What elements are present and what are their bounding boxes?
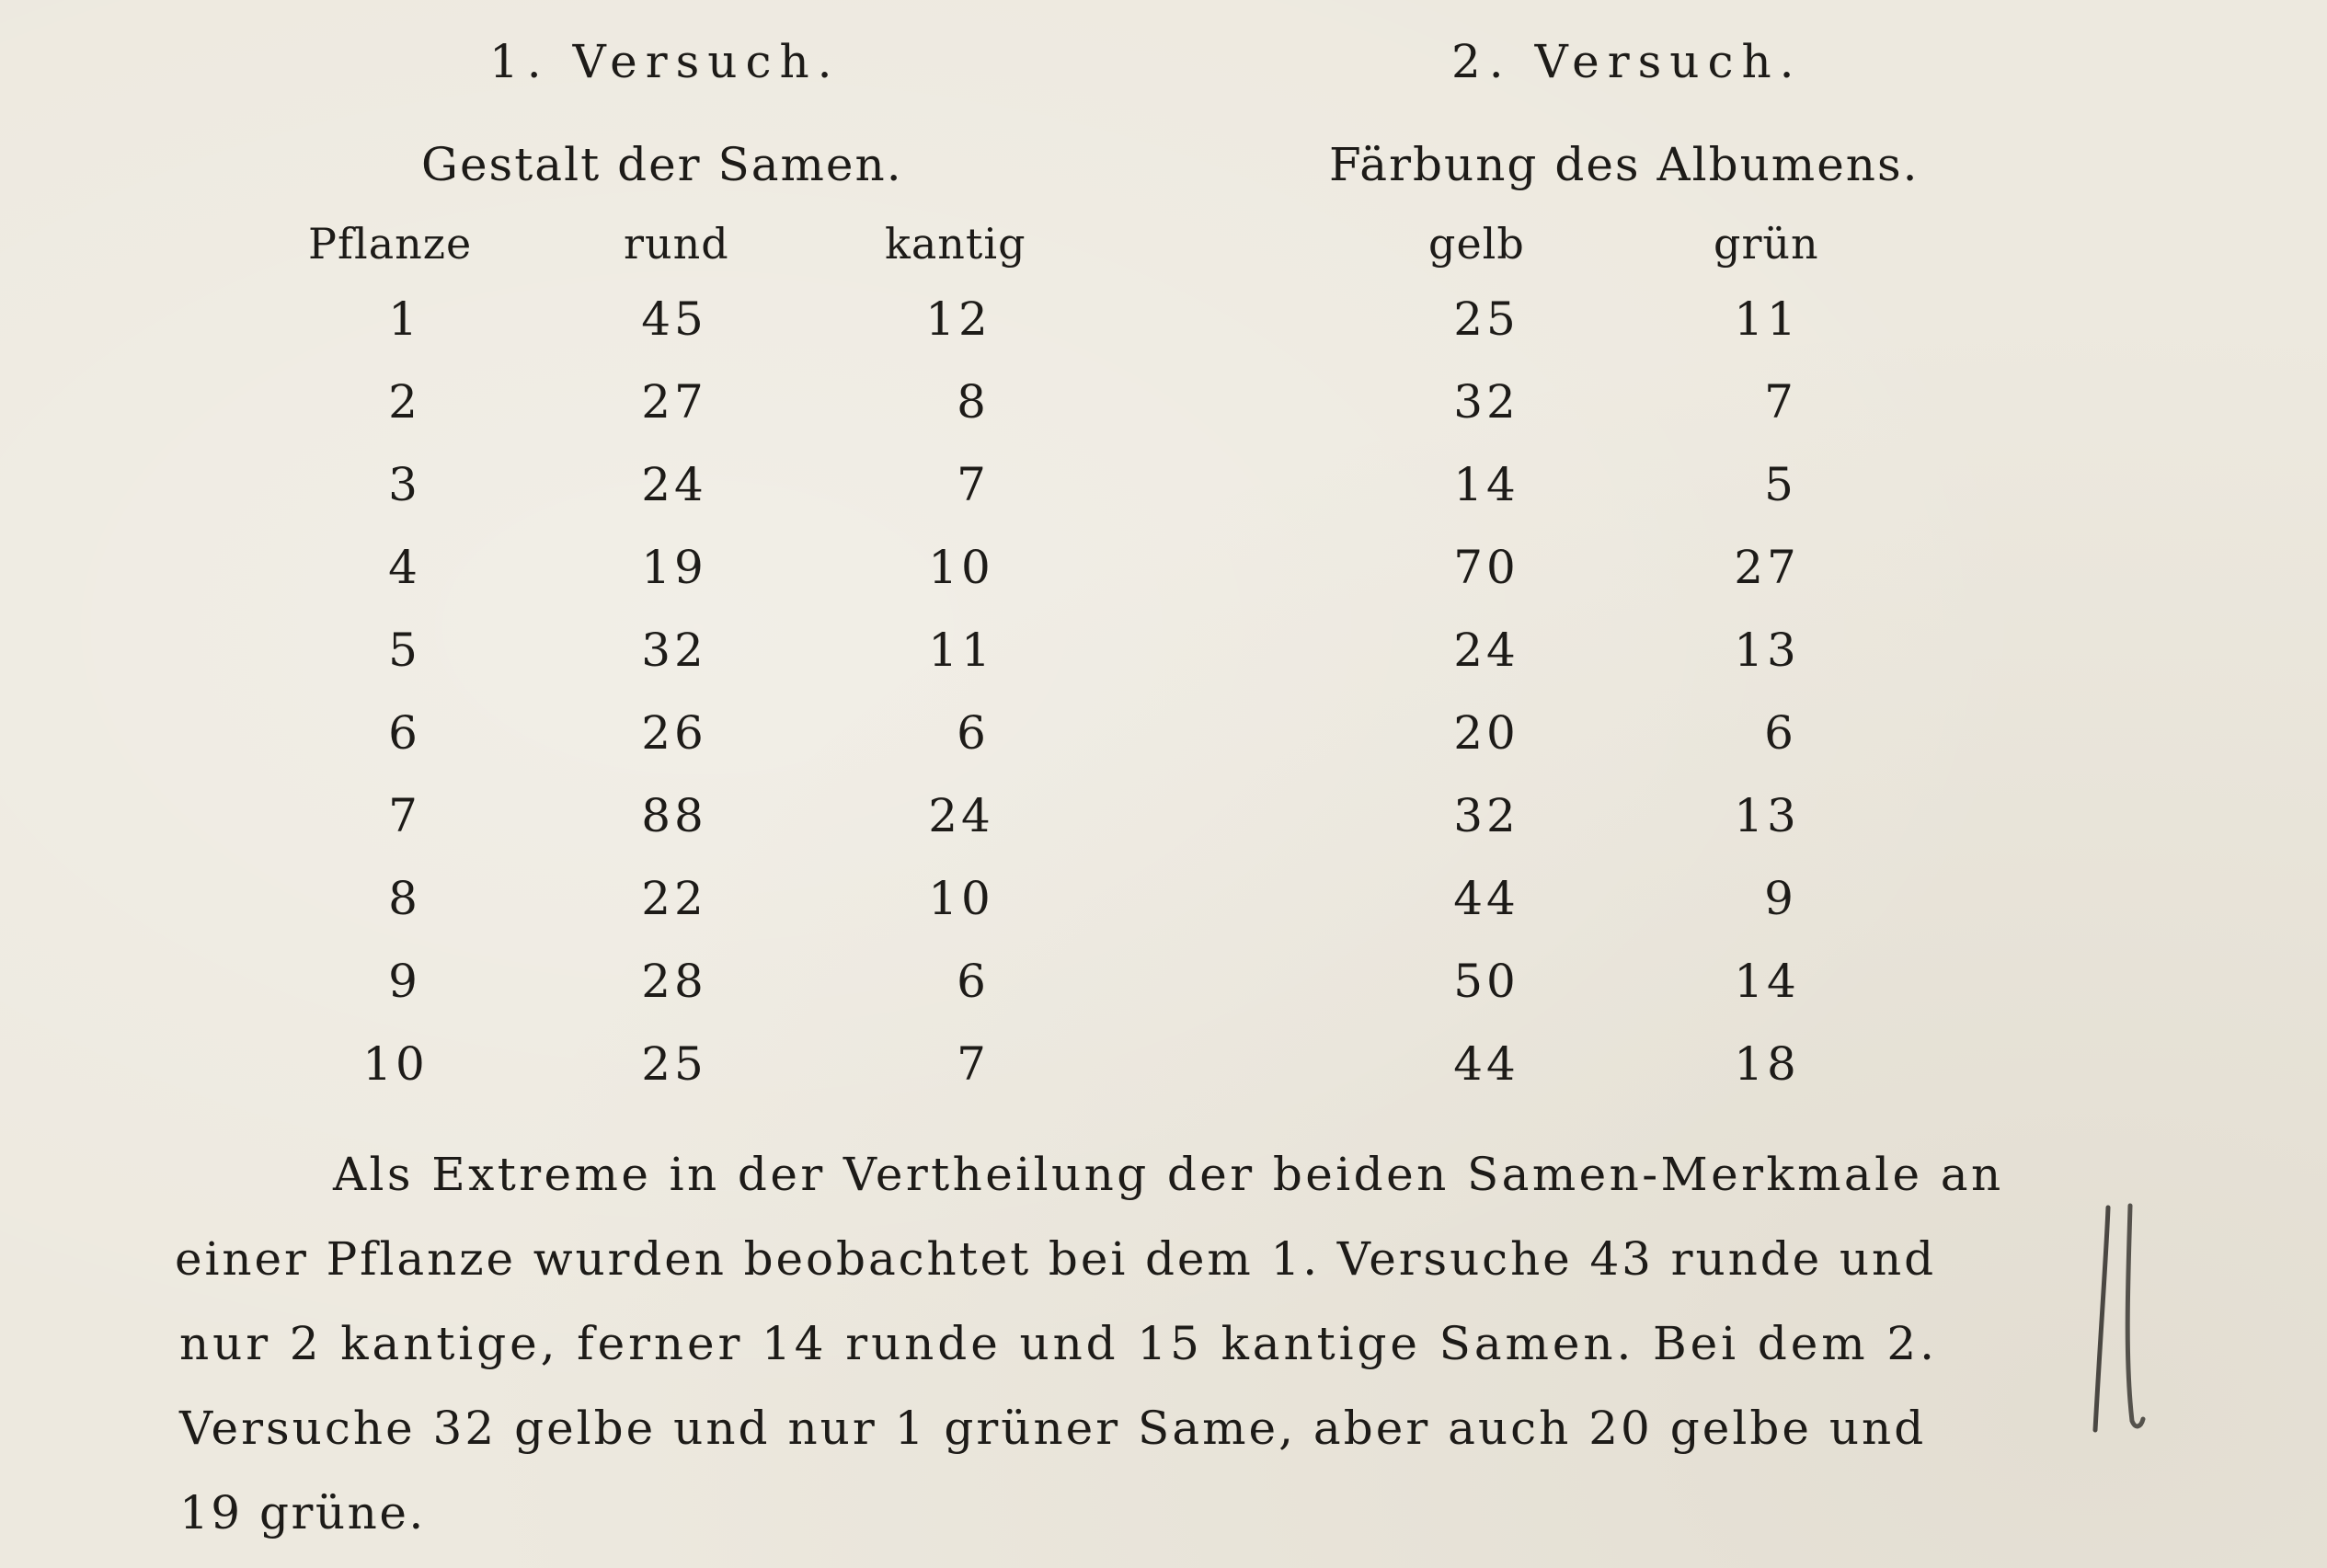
cell-plant: 4 — [388, 541, 421, 594]
cell-rund: 24 — [641, 458, 707, 511]
col-header-rund: rund — [624, 219, 729, 269]
cell-rund: 22 — [641, 872, 707, 925]
cell-kantig: 6 — [957, 955, 990, 1008]
versuch1-subtitle: Gestalt der Samen. — [421, 138, 903, 191]
cell-rund: 88 — [641, 789, 707, 842]
cell-gruen: 6 — [1764, 706, 1797, 760]
cell-gelb: 50 — [1453, 955, 1519, 1008]
cell-gruen: 5 — [1764, 458, 1797, 511]
cell-gelb: 44 — [1453, 872, 1519, 925]
cell-gruen: 13 — [1734, 789, 1800, 842]
cell-plant: 8 — [388, 872, 421, 925]
versuch2-title: 2. Versuch. — [1451, 35, 1803, 88]
cell-kantig: 12 — [925, 292, 992, 346]
cell-kantig: 8 — [957, 375, 990, 429]
cell-plant: 5 — [388, 624, 421, 677]
cell-rund: 45 — [641, 292, 707, 346]
cell-kantig: 24 — [928, 789, 994, 842]
cell-gelb: 20 — [1453, 706, 1519, 760]
cell-plant: 9 — [388, 955, 421, 1008]
versuch1-title: 1. Versuch. — [489, 35, 841, 88]
cell-gruen: 27 — [1734, 541, 1800, 594]
pencil-mark-icon — [2088, 1200, 2161, 1439]
cell-gelb: 70 — [1453, 541, 1519, 594]
cell-rund: 25 — [641, 1037, 707, 1091]
cell-rund: 19 — [641, 541, 707, 594]
cell-plant: 7 — [388, 789, 421, 842]
cell-gelb: 32 — [1453, 789, 1519, 842]
col-header-gelb: gelb — [1428, 219, 1525, 269]
cell-plant: 3 — [388, 458, 421, 511]
cell-gruen: 11 — [1734, 292, 1800, 346]
cell-rund: 32 — [641, 624, 707, 677]
cell-gruen: 9 — [1764, 872, 1797, 925]
cell-gruen: 18 — [1734, 1037, 1800, 1091]
versuch2-subtitle: Färbung des Albumens. — [1329, 138, 1920, 191]
cell-rund: 28 — [641, 955, 707, 1008]
cell-gelb: 24 — [1453, 624, 1519, 677]
cell-kantig: 7 — [957, 1037, 990, 1091]
paragraph-line: Als Extreme in der Vertheilung der beiden Samen-Merkmale an — [333, 1148, 2004, 1201]
cell-gruen: 13 — [1734, 624, 1800, 677]
cell-plant: 6 — [388, 706, 421, 760]
cell-gruen: 14 — [1734, 955, 1800, 1008]
paragraph-line: 19 grüne. — [179, 1486, 426, 1539]
cell-rund: 26 — [641, 706, 707, 760]
col-header-gruen: grün — [1714, 219, 1819, 269]
cell-plant: 1 — [388, 292, 421, 346]
cell-kantig: 10 — [928, 541, 994, 594]
cell-kantig: 7 — [957, 458, 990, 511]
cell-plant: 2 — [388, 375, 421, 429]
cell-rund: 27 — [641, 375, 707, 429]
col-header-pflanze: Pflanze — [308, 219, 473, 269]
cell-gruen: 7 — [1764, 375, 1797, 429]
cell-gelb: 14 — [1453, 458, 1519, 511]
cell-gelb: 32 — [1453, 375, 1519, 429]
cell-kantig: 10 — [928, 872, 994, 925]
paragraph-line: nur 2 kantige, ferner 14 runde und 15 kantige Samen. Bei dem 2. — [179, 1317, 1938, 1370]
col-header-kantig: kantig — [885, 219, 1026, 269]
cell-kantig: 11 — [928, 624, 994, 677]
cell-gelb: 44 — [1453, 1037, 1519, 1091]
paragraph-line: einer Pflanze wurden beobachtet bei dem 1. Versuche 43 runde und — [175, 1232, 1936, 1286]
cell-kantig: 6 — [957, 706, 990, 760]
paragraph-line: Versuche 32 gelbe und nur 1 grüner Same, aber auch 20 gelbe und — [179, 1402, 1927, 1455]
cell-gelb: 25 — [1453, 292, 1519, 346]
cell-plant: 10 — [362, 1037, 429, 1091]
